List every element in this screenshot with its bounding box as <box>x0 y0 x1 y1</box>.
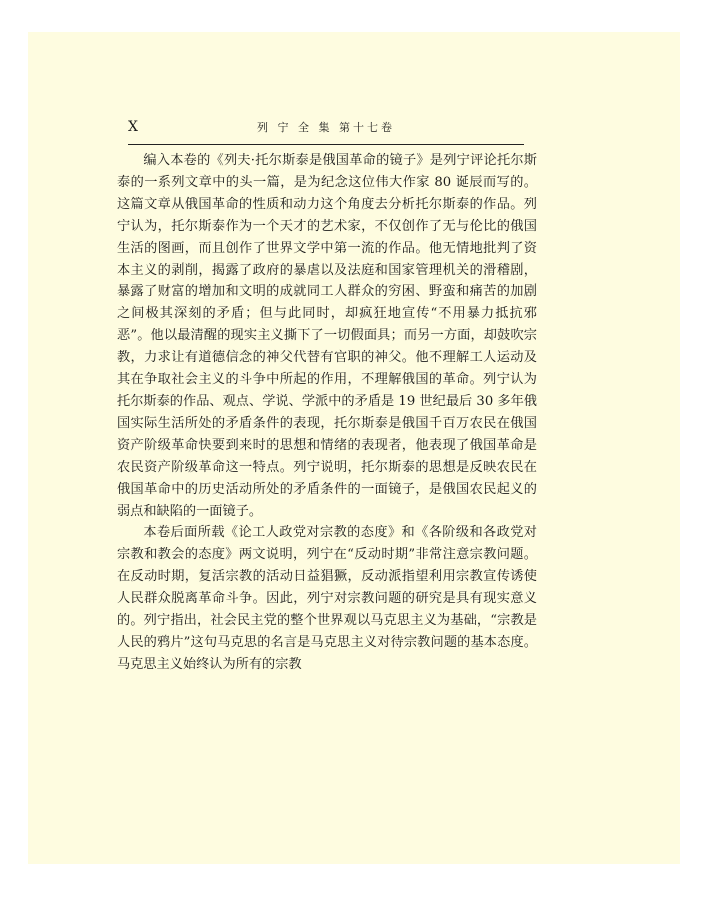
running-title: 列 宁 全 集 第十七卷 <box>257 121 395 134</box>
page-header <box>128 118 524 138</box>
paragraph: 编入本卷的《列夫·托尔斯泰是俄国革命的镜子》是列宁评论托尔斯泰的一系列文章中的头一篇，是为纪念这位伟大作家 80 诞辰而写的。这篇文章从俄国革命的性质和动力这个角度去分析托尔斯泰的作品。列宁认为，托尔斯泰作为一个天才的艺术家，不仅创作了无与伦比的俄国生活的图画，而且创作了世界文学中第一流的作品。他无情地批判了资本主义的剥削，揭露了政府的暴虐以及法庭和国家管理机关的滑稽剧，暴露了财富的增加和文明的成就同工人群众的穷困、野蛮和痛苦的加剧之间极其深刻的矛盾；但与此同时，却疯狂地宣传“不用暴力抵抗邪恶”。他以最清醒的现实主义撕下了一切假面具；而另一方面，却鼓吹宗教，力求让有道德信念的神父代替有官职的神父。他不理解工人运动及其在争取社会主义的斗争中所起的作用，不理解俄国的革命。列宁认为托尔斯泰的作品、观点、学说、学派中的矛盾是 19 世纪最后 30 多年俄国实际生活所处的矛盾条件的表现，托尔斯泰是俄国千百万农民在俄国资产阶级革命快要到来时的思想和情绪的表现者，他表现了俄国革命是农民资产阶级革命这一特点。列宁说明，托尔斯泰的思想是反映农民在俄国革命中的历史活动所处的矛盾条件的一面镜子，是俄国农民起义的弱点和缺陷的一面镜子。 <box>117 153 537 519</box>
paragraph: 本卷后面所载《论工人政党对宗教的态度》和《各阶级和各政党对宗教和教会的态度》两文说明，列宁在“反动时期”非常注意宗教问题。在反动时期，复活宗教的活动日益猖獗，反动派指望利用宗教宣传诱使人民群众脱离革命斗争。因此，列宁对宗教问题的研究是具有现实意义的。列宁指出，社会民主党的整个世界观以马克思主义为基础，“宗教是人民的鸦片”这句马克思的名言是马克思主义对待宗教问题的基本态度。马克思主义始终认为所有的宗教 <box>117 525 537 672</box>
body-text <box>117 150 537 676</box>
page-number: X <box>128 119 138 135</box>
header-rule <box>128 144 524 145</box>
